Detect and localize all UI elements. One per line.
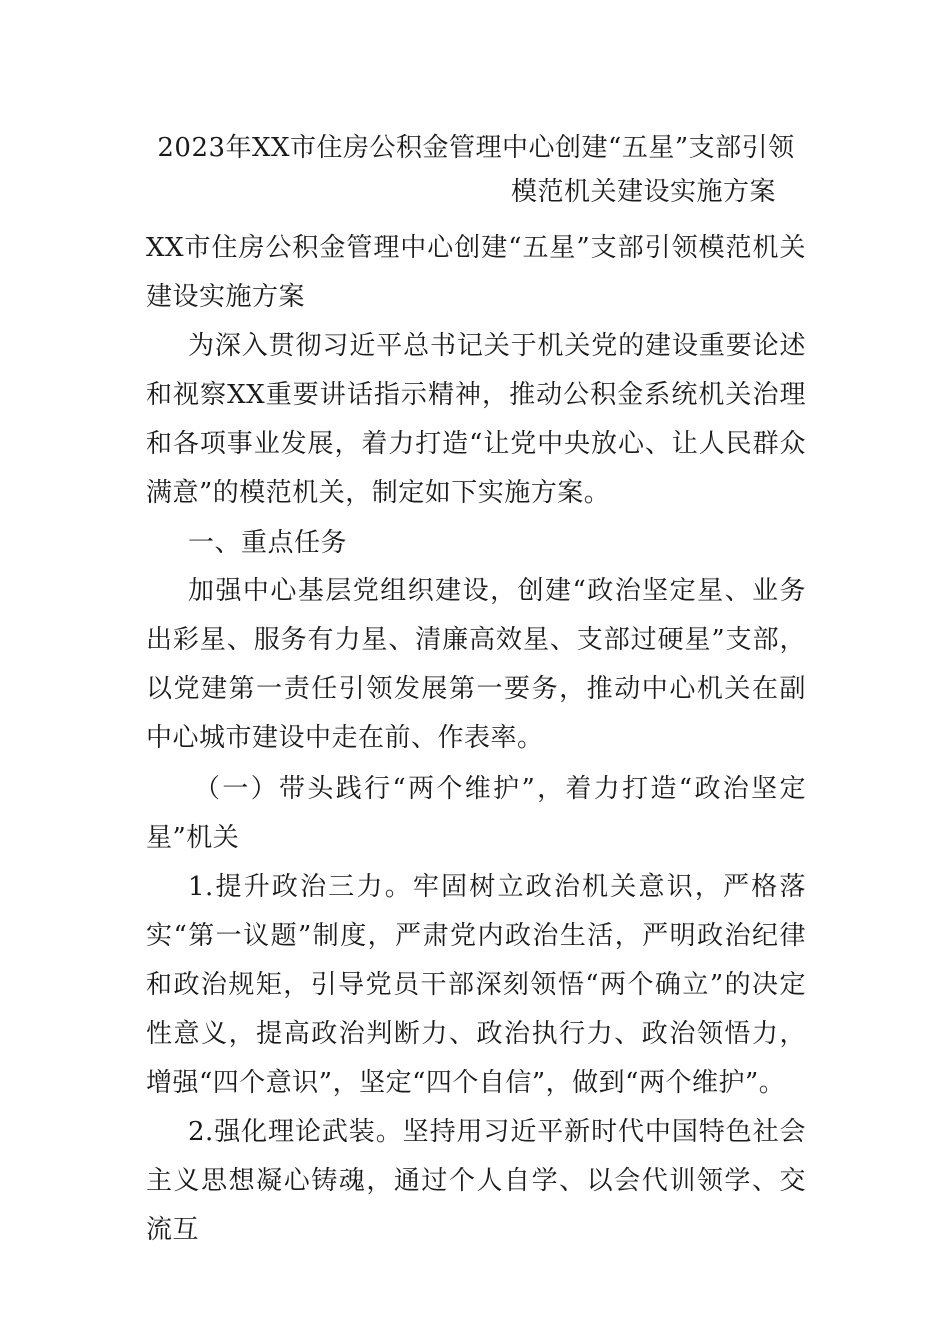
- title-line-1: 2023年XX市住房公积金管理中心创建“五星”支部引领: [157, 133, 795, 163]
- subsection-heading: [146, 765, 806, 863]
- item2-text: 2.强化理论武装。坚持用习近平新时代中国特色社会主义思想凝心铸魂，通过个人自学、以会代训领学、交流互: [146, 1117, 806, 1245]
- item1-paragraph: [146, 863, 806, 1108]
- section1-heading: 一、重点任务: [188, 528, 348, 558]
- intro-paragraph: [146, 322, 806, 518]
- item1-text: 1.提升政治三力。牢固树立政治机关意识，严格落实“第一议题”制度，严肃党内政治生活，严明政治纪律和政治规矩，引导党员干部深刻领悟“两个确立”的决定性意义，提高政治判断力、政治执行力、政治领悟力，增强“四个意识”，坚定“四个自信”，做到“两个维护”。: [146, 872, 806, 1098]
- section1-body: 加强中心基层党组织建设，创建“政治坚定星、业务出彩星、服务有力星、清廉高效星、支部过硬星”支部，以党建第一责任引领发展第一要务，推动中心机关在副中心城市建设中走在前、作表率。: [146, 576, 806, 753]
- section-heading: [146, 519, 806, 568]
- intro-text: 为深入贯彻习近平总书记关于机关党的建设重要论述和视察XX重要讲话指示精神，推动公积金系统机关治理和各项事业发展，着力打造“让党中央放心、让人民群众满意”的模范机关，制定如下实施方案。: [146, 331, 806, 508]
- subtitle-text: XX市住房公积金管理中心创建“五星”支部引领模范机关建设实施方案: [146, 233, 806, 312]
- sub1-heading: （一）带头践行“两个维护”，着力打造“政治坚定星”机关: [146, 774, 806, 853]
- section1-paragraph: [146, 567, 806, 763]
- subtitle: [146, 224, 806, 322]
- item2-paragraph: [146, 1108, 806, 1255]
- document-title: [146, 128, 806, 212]
- title-line-2: 模范机关建设实施方案: [510, 177, 776, 207]
